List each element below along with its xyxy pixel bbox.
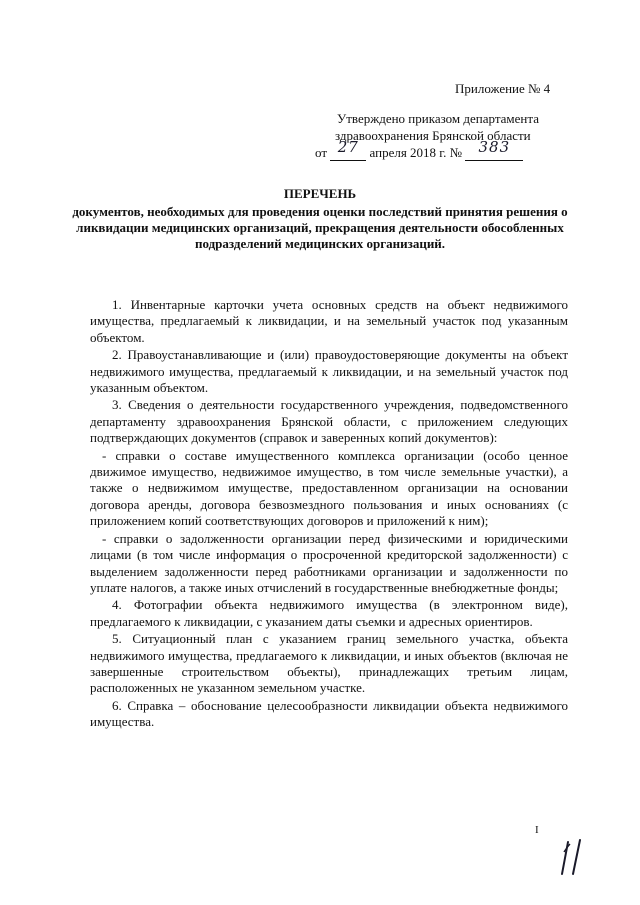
approval-line-2: здравоохранения Брянской области xyxy=(335,128,531,143)
list-item: 2. Правоустанавливающие и (или) правоудостоверяющие документы на объект недвижимого имущества, предлагаемый к ликвидации, и на земельный участок под указанным объектом. xyxy=(90,347,568,396)
approval-block xyxy=(315,110,615,161)
title-subtitle: документов, необходимых для проведения оценки последствий принятия решения о ликвидации медицинских организаций, прекращения деятельности обособленных подразделений медицинских организаций. xyxy=(72,204,568,251)
approval-line-1: Утверждено приказом департамента xyxy=(337,111,539,126)
handwritten-day: 27 xyxy=(337,138,359,156)
list-item: 3. Сведения о деятельности государственного учреждения, подведомственного департаменту здравоохранения Брянской области, с приложением следующих подтверждающих документов (справок и заверенных копий документов): xyxy=(90,397,568,446)
date-day-field xyxy=(330,138,366,161)
list-item: 4. Фотографии объекта недвижимого имущества (в электронном виде), предлагаемого к ликвидации, с указанием даты съемки и адресных ориентиров. xyxy=(90,597,568,629)
date-month-year: апреля 2018 г. № xyxy=(369,145,463,160)
date-prefix: от xyxy=(315,145,328,160)
list-item: 6. Справка – обоснование целесообразности ликвидации объекта недвижимого имущества. xyxy=(90,697,568,730)
list-item: 1. Инвентарные карточки учета основных средств на объект недвижимого имущества, предлагаемый к ликвидации, и на земельный участок под указанным объектом. xyxy=(90,297,568,345)
handwritten-folio-number xyxy=(556,838,588,878)
document-body xyxy=(90,297,568,731)
handwritten-order-number: 383 xyxy=(478,138,511,156)
list-item: 5. Ситуационный план с указанием границ земельного участка, объекта недвижимого имущества, предлагаемого к ликвидации, и иных объектов (включая не завершенные строительством объекты), принадлежащих третьим лицам, расположенных не указанном земельном участке. xyxy=(90,631,568,696)
appendix-label: Приложение № 4 xyxy=(455,81,551,96)
document-title xyxy=(60,186,580,252)
list-item: - справки о составе имущественного комплекса организации (особо ценное движимое имущество, недвижимое имущество, в том числе земельные участки), а также о недвижимом имуществе, предоставленном организации на основании договора аренды, договора безвозмездного пользования и иных основаниях (с приложением копий соответствующих договоров и приложений к ним); xyxy=(90,447,568,529)
order-number-field xyxy=(465,138,523,161)
title-heading: ПЕРЕЧЕНЬ xyxy=(283,186,357,201)
list-item: - справки о задолженности организации перед физическими и юридическими лицами (в том числе информация о просроченной кредиторской задолженности) с выделением задолженности перед работниками организации и задолженности по уплате налогов, а также иных отчислений в государственные внебюджетные фонды; xyxy=(90,530,568,595)
page-mark: I xyxy=(535,824,539,836)
approval-date-line xyxy=(315,138,615,161)
